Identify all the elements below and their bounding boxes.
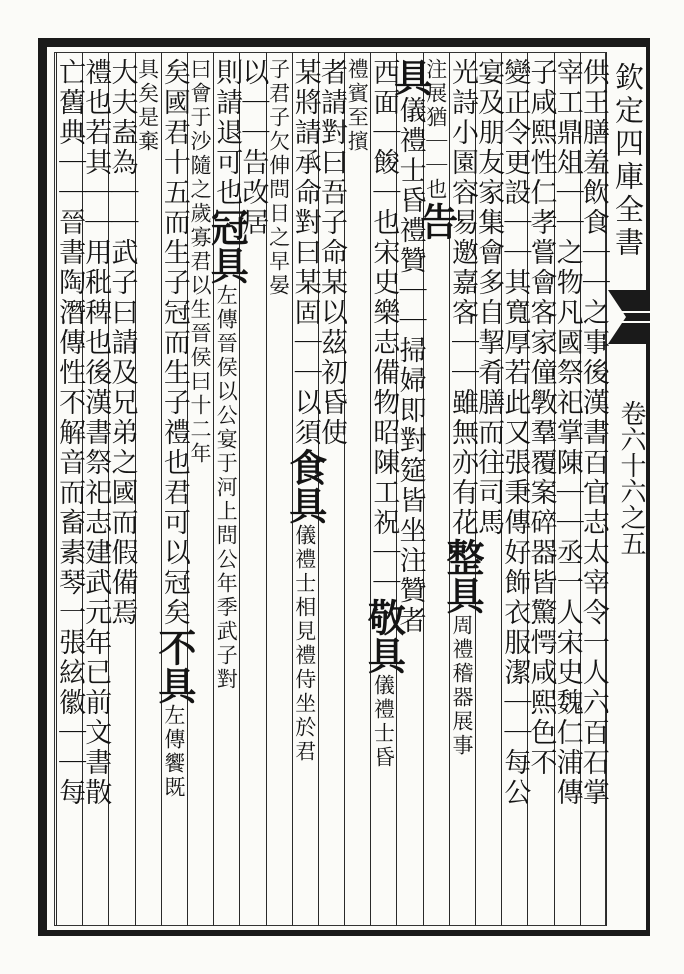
body-text: 以｜｜告改居	[237, 58, 269, 238]
body-text: 矣國君十五而生子冠而生子禮也君可以冠矣	[158, 58, 190, 628]
commentary-text: 具矣是棄	[135, 58, 160, 154]
commentary-text: 左傳饗既	[161, 704, 186, 800]
commentary-text: 曰會于沙隨之歲寡君以生晉侯曰十二年	[188, 58, 213, 466]
body-text: 亡舊典｜｜晉書陶潛傳性不解音而畜素琴一張絃徽｜｜每	[54, 58, 86, 808]
entry-heading: 不具	[151, 628, 197, 704]
body-text: 則請退可也	[211, 58, 243, 208]
body-text: 宴及朋友家集會多自挈肴膳而往司馬	[473, 58, 505, 538]
volume-number: 卷六十六之五	[616, 400, 646, 556]
body-text: 大夫盍為｜｜武子曰請及兄弟之國而假備焉	[106, 58, 138, 628]
commentary-text: 注展猶｜｜也	[423, 58, 448, 202]
entry-heading: 具	[387, 58, 433, 96]
entry-heading: 冠具	[204, 208, 250, 284]
body-text: 者請對曰吾子命某以茲初昏使	[316, 58, 347, 448]
commentary-text: 儀禮士昏	[371, 674, 396, 770]
body-text: 西面｜餕｜也宋史樂志備物昭陳工祝｜｜	[368, 58, 400, 598]
commentary-text: 儀禮士相見禮侍坐於君	[292, 524, 317, 764]
entry-heading: 告	[413, 202, 459, 240]
commentary-text: 禮賓至擯	[345, 58, 370, 154]
body-text: 變正令更設｜｜其寬厚若此又張秉傳好飾衣服潔｜｜每公	[499, 58, 531, 808]
body-text: 子咸熙性仁孝嘗會客家僮斆羣覆案碎器皆驚愕咸熙色不	[525, 58, 557, 778]
body-text: 禮也若其｜｜用秕稗也後漢書祭祀志建武元年已前文書散	[80, 58, 112, 808]
body-text: 某將請承命對曰某固｜｜以須	[289, 58, 321, 448]
entry-heading: 整具	[439, 538, 485, 614]
body-text: 光詩小園容易邀嘉客｜｜雖無亦有花	[446, 58, 478, 538]
commentary-text: 子君子欠伸問日之早晏	[266, 58, 291, 298]
body-text: 宰工鼎俎｜｜之物凡國祭祀掌陳｜｜丞一人宋史魏仁浦傳	[551, 58, 583, 808]
body-text: 供王膳羞飲食｜｜之事後漢書百官志太宰令一人六百石掌	[577, 58, 609, 808]
commentary-text: 左傳晉侯以公宴于河上問公年季武子對	[214, 284, 239, 692]
text-column	[45, 58, 93, 920]
body-text: 儀禮士昏禮贊｜｜掃婦即對筵皆坐注贊者	[394, 96, 426, 636]
book-title: 欽定四庫全書	[611, 62, 645, 260]
entry-heading: 食具	[282, 448, 328, 524]
commentary-text: 周禮稽器展事	[449, 614, 474, 758]
entry-heading: 敬具	[361, 598, 407, 674]
